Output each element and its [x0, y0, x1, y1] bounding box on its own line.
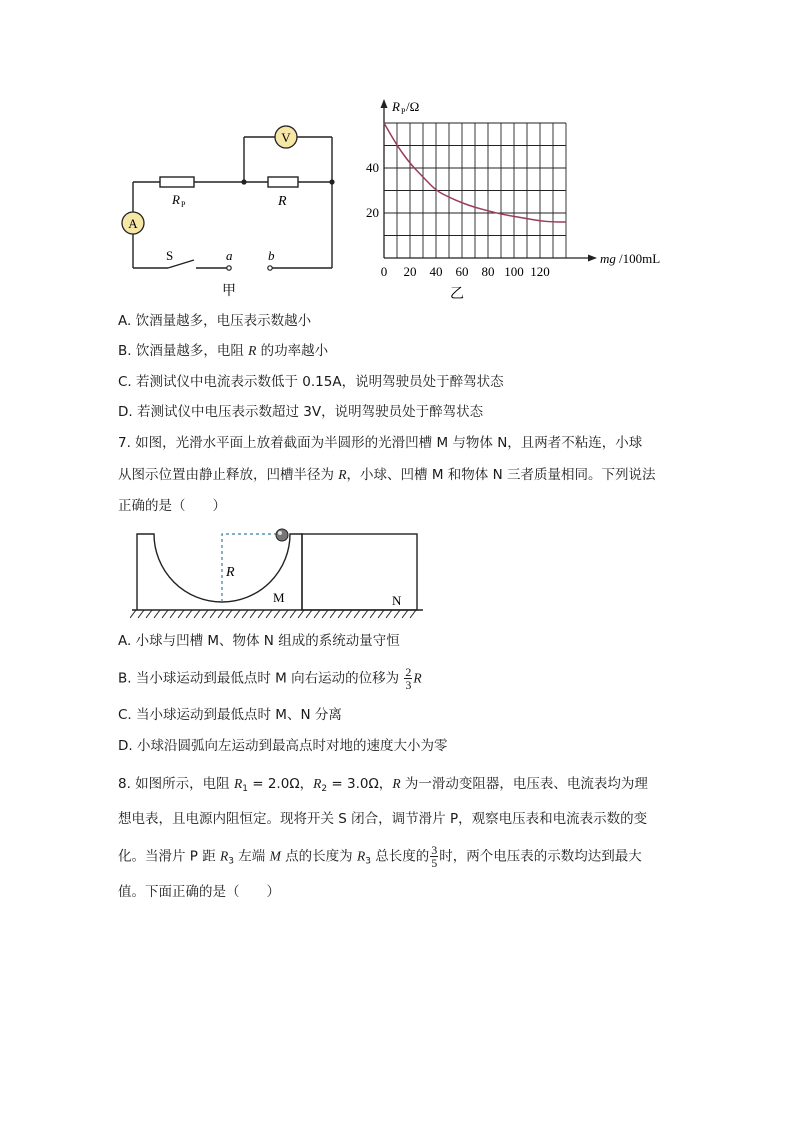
- ground-hatch: [338, 610, 344, 618]
- x-tick-label: 0: [380, 264, 388, 279]
- groove-m-label: M: [273, 590, 285, 605]
- q8-stem-line2: 想电表，且电源内阻恒定。现将开关 S 闭合，调节滑片 P，观察电压表和电流表示数的变: [118, 811, 648, 827]
- ground-hatch: [274, 610, 280, 618]
- q7-stem-line2: 从图示位置由静止释放，凹槽半径为 R，小球、凹槽 M 和物体 N 三者质量相同。下列说法: [118, 467, 656, 483]
- q7-option-a: A. 小球与凹槽 M、物体 N 组成的系统动量守恒: [118, 633, 400, 649]
- x-axis-arrow-icon: [588, 255, 597, 262]
- y-axis-unit: /Ω: [406, 99, 420, 114]
- q7-option-c: C. 当小球运动到最低点时 M、N 分离: [118, 707, 342, 723]
- q6-option-c: C. 若测试仪中电流表示数低于 0.15A，说明驾驶员处于醉驾状态: [118, 374, 504, 390]
- y-tick-labels: [366, 160, 379, 220]
- q8-stem-line3: 化。当滑片 P 距 $R_3$ 左端 M 点的长度为 $R_3$ 总长度的 $\frac{3}{5}$ 时，两个电压表的示数均达到最大: [118, 843, 642, 870]
- ground-hatch: [258, 610, 264, 618]
- q6-option-a: A. 饮酒量越多，电压表示数越小: [118, 313, 312, 329]
- y-tick-label: 20: [366, 205, 379, 220]
- ground-hatch: [146, 610, 152, 618]
- ground-hatch: [266, 610, 272, 618]
- q6-option-d: D. 若测试仪中电压表示数超过 3V，说明驾驶员处于醉驾状态: [118, 404, 484, 420]
- ball-icon: [276, 529, 288, 541]
- ground-hatch: [306, 610, 312, 618]
- terminal-b-label: b: [268, 248, 275, 263]
- circuit-caption: 甲: [222, 284, 236, 299]
- ground-hatch: [402, 610, 408, 618]
- ground-hatch: [394, 610, 400, 618]
- chart-caption: 乙: [450, 287, 464, 302]
- q6-option-b: B. 饮酒量越多，电阻 R 的功率越小: [118, 343, 329, 359]
- y-axis-arrow-icon: [381, 99, 388, 108]
- groove-figure: [130, 526, 430, 622]
- y-axis-label: R: [392, 99, 400, 114]
- ground-hatch: [354, 610, 360, 618]
- rp-sub: P: [181, 200, 186, 209]
- ground-hatch: [298, 610, 304, 618]
- r-resistor: [268, 177, 298, 187]
- q7-stem-line1: 7. 如图，光滑水平面上放着截面为半圆形的光滑凹槽 M 与物体 N，且两者不粘连，小球: [118, 435, 643, 451]
- terminal-a-label: a: [226, 248, 233, 263]
- switch-label: S: [166, 248, 174, 263]
- y-axis-sub: P: [401, 107, 406, 116]
- voltmeter-icon: [275, 126, 297, 148]
- ground-hatch: [378, 610, 384, 618]
- ground-hatch: [290, 610, 296, 618]
- ground-hatch: [242, 610, 248, 618]
- ground-hatch: [194, 610, 200, 618]
- ground-hatch: [178, 610, 184, 618]
- ground-hatch: [130, 610, 136, 618]
- ground-hatch: [322, 610, 328, 618]
- svg-text:V: V: [281, 130, 291, 145]
- ground-hatch: [226, 610, 232, 618]
- ground-hatch: [314, 610, 320, 618]
- y-tick-label: 40: [366, 160, 379, 175]
- ground-hatch: [154, 610, 160, 618]
- ground-hatch: [218, 610, 224, 618]
- ground-hatch: [362, 610, 368, 618]
- q8-stem-line4: 值。下面正确的是（ ）: [118, 884, 280, 900]
- ground-hatch: [138, 610, 144, 618]
- circuit-figure: [118, 118, 358, 303]
- x-tick-label: 20: [403, 264, 417, 279]
- x-tick-label: 80: [481, 264, 495, 279]
- ground-hatch: [250, 610, 256, 618]
- ground-hatch: [170, 610, 176, 618]
- ground-hatch: [410, 610, 416, 618]
- r-label: R: [278, 194, 287, 209]
- rp-label: R: [172, 192, 180, 207]
- x-tick-label: 100: [504, 264, 524, 279]
- x-tick-label: 60: [455, 264, 469, 279]
- ground-hatch: [202, 610, 208, 618]
- ground-hatch: [282, 610, 288, 618]
- ground-hatch: [370, 610, 376, 618]
- ground-hatch: [386, 610, 392, 618]
- ground-hatch: [346, 610, 352, 618]
- q7-option-b: B. 当小球运动到最低点时 M 向右运动的位移为 $\frac{2}{3}$ R: [118, 665, 422, 692]
- chart-grid: [384, 123, 566, 258]
- ground-hatch: [210, 610, 216, 618]
- ground-hatch: [234, 610, 240, 618]
- x-tick-label: 120: [530, 264, 550, 279]
- q8-stem-line1: 8. 如图所示，电阻 $R_1 = 2.0\Omega$，$R_2 = 3.0\Omega$，R 为一滑动变阻器，电压表、电流表均为理: [118, 776, 648, 794]
- x-tick-label: 40: [429, 264, 443, 279]
- ground-hatch: [162, 610, 168, 618]
- groove-radius-label: R: [226, 565, 235, 580]
- x-axis-label: mg: [600, 251, 616, 266]
- x-tick-labels: [381, 264, 550, 279]
- q7-stem-line3: 正确的是（ ）: [118, 498, 226, 514]
- block-n-label: N: [392, 593, 402, 608]
- x-axis-unit: /100mL: [619, 251, 661, 266]
- ground-hatch: [186, 610, 192, 618]
- rp-resistor: [160, 177, 194, 187]
- q7-option-d: D. 小球沿圆弧向左运动到最高点时对地的速度大小为零: [118, 738, 448, 754]
- resistance-chart: [362, 96, 682, 306]
- svg-text:A: A: [128, 216, 138, 231]
- ammeter-icon: [122, 212, 144, 234]
- ground-hatch: [330, 610, 336, 618]
